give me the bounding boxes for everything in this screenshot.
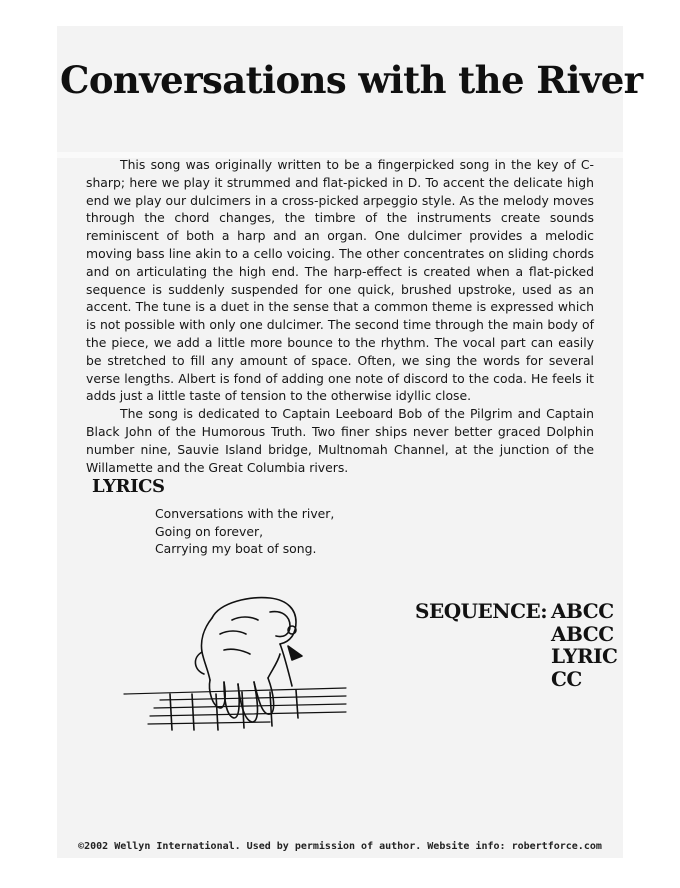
sequence-item: ABCC — [551, 621, 614, 646]
hand-strumming-dulcimer-icon — [120, 590, 350, 740]
song-description — [86, 156, 594, 476]
sequence-item: CC — [551, 666, 582, 691]
sequence-block — [415, 600, 617, 690]
page-title: Conversations with the River — [60, 58, 643, 102]
copyright-footer: ©2002 Wellyn International. Used by permission of author. Website info: robertforce.com — [78, 841, 602, 852]
description-paragraph-1: This song was originally written to be a fingerpicked song in the key of C-sharp; here we play it strummed and flat-picked in D. To accent the delicate high end we play our dulcimers in a cross-picked arpeggio style. As the melody moves through the chord changes, the timbre of the instruments create sounds reminiscent of both a harp and an organ. One dulcimer provides a melodic moving bass line akin to a cello voicing. The other concentrates on sliding chords and on articulating the high end. The harp-effect is created when a flat-picked sequence is suddenly suspended for one quick, brushed upstroke, used as an accent. The tune is a duet in the sense that a common theme is expressed which is not possible with only one dulcimer. The second time through the main body of the piece, we add a little more bounce to the rhythm. The vocal part can easily be stretched to fill any amount of space. Often, we sing the words for several verse lengths. Albert is fond of adding one note of discord to the coda. He feels it adds just a little taste of tension to the otherwise idyllic close. — [86, 157, 594, 404]
lyric-line: Conversations with the river, — [155, 506, 335, 521]
lyric-line: Going on forever, — [155, 523, 264, 539]
sequence-item: ABCC — [551, 599, 614, 623]
sequence-item: LYRIC — [551, 644, 618, 668]
lyrics-heading: LYRICS — [92, 476, 165, 497]
sequence-label: SEQUENCE: — [415, 599, 548, 623]
lyric-line: Carrying my boat of song. — [155, 541, 317, 556]
description-paragraph-2: The song is dedicated to Captain Leeboard Bob of the Pilgrim and Captain Black John of the Humorous Truth. Two finer ships never better graced Dolphin number nine, Sauvie Island bridge, Multnomah Channel, at the junction of the Willamette and the Great Columbia rivers. — [86, 406, 594, 475]
lyrics-block — [155, 505, 334, 558]
